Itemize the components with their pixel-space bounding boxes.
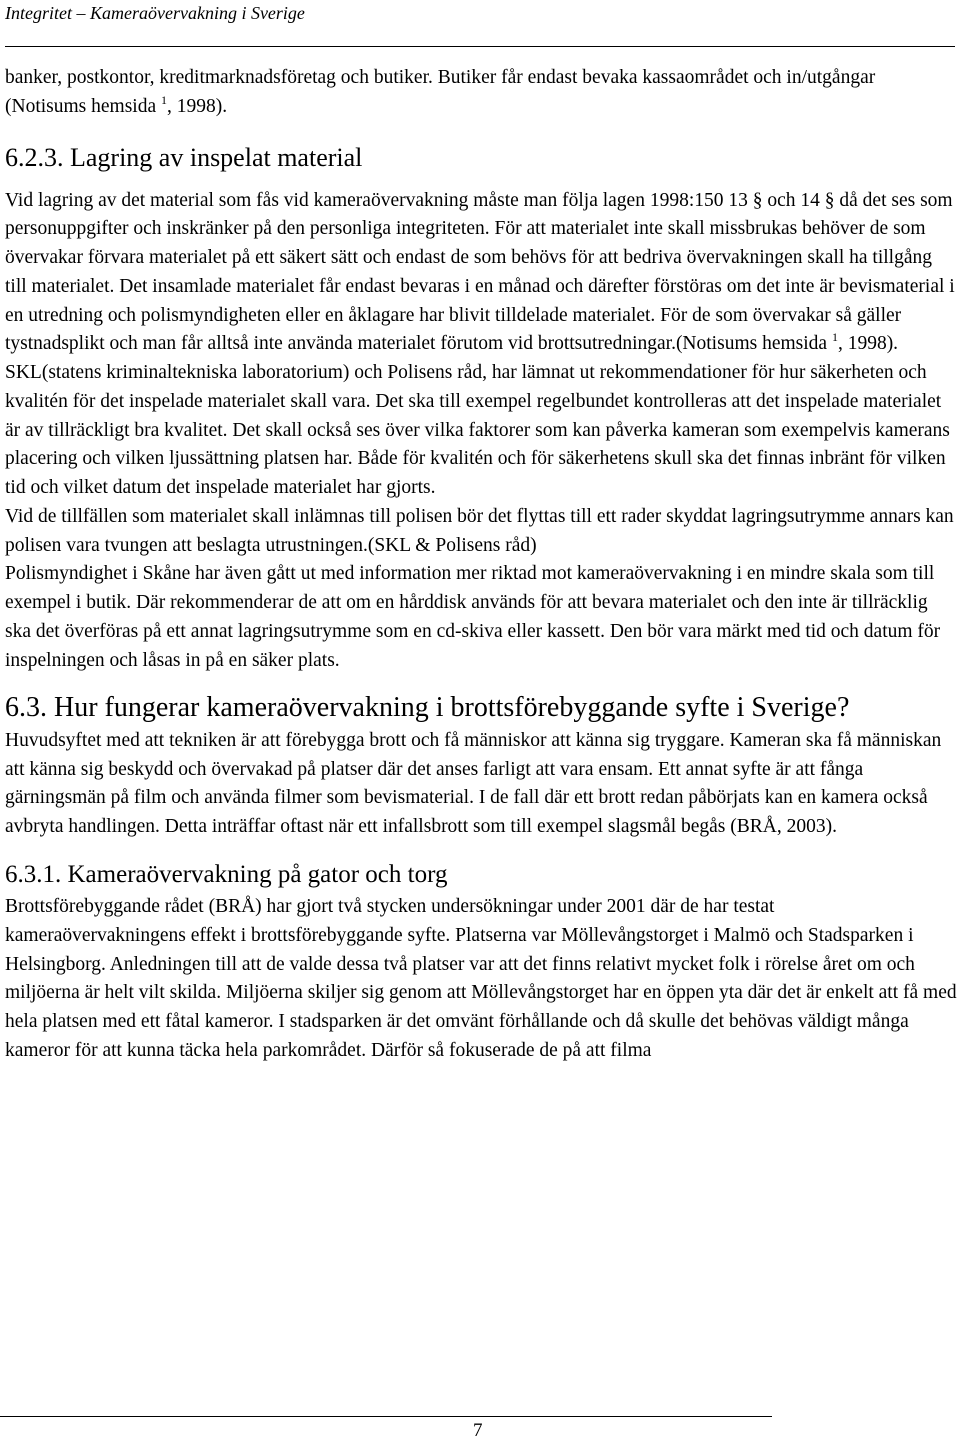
heading-6-3-1: 6.3.1. Kameraövervakning på gator och torg (5, 861, 448, 889)
lagring-text-1: Vid lagring av det material som fås vid kameraövervakning måste man följa lagen 1998:150 13 § och 14 § då det ses som personuppgifter och inskränker på den personliga integriteten. För att materialet inte skall missbrukas behöver de som övervakar förvara materialet på ett säkert sätt och endast de som behövs för att bedriva övervakningen skall ha tillgång till materialet. Det insamlade materialet får endast bevaras i en månad och därefter förstöras om det inte är bevismaterial i en utredning och polismyndigheten eller en åklagare har blivit tilldelade materialet. För de som övervakar så gäller tystnadsplikt och man får alltså inte använda materialet förutom vid brottsutredningar.(Notisums hemsida (5, 189, 955, 355)
running-header-title: Integritet – Kameraövervakning i Sverige (5, 3, 305, 23)
paragraph-bra: Brottsförebyggande rådet (BRÅ) har gjort två stycken undersökningar under 2001 där de har testat kameraövervakningens effekt i brottsförebyggande syfte. Platserna var Möllevångstorget i Malmö och Stadsparken i Helsingborg. Anledningen till att de valde dessa två platser var att det finns relativt mycket folk i rörelse året om och miljöerna är helt vilt skilda. Miljöerna skiljer sig genom att Möllevångstorget har en öppen yta där det är enkelt att få med hela platsen med ett fåtal kameror. I stadsparken är det omvänt förhållande och då skulle det behövas väldigt många kameror för att kunna täcka hela parkområdet. Därför så fokuserade de på att filma (5, 896, 957, 1061)
page-number: 7 (473, 1420, 483, 1441)
heading-6-2-3: 6.2.3. Lagring av inspelat material (5, 142, 363, 172)
footnote-ref-1: 1 (161, 92, 167, 107)
running-header (5, 0, 955, 47)
footnote-ref-2: 1 (831, 330, 838, 345)
intro-text-2: , 1998). (167, 95, 228, 117)
footnote-divider (0, 1416, 772, 1417)
paragraph-huvudsyfte: Huvudsyftet med att tekniken är att förebygga brott och få människor att känna sig tryggare. Kameran ska få människan att känna sig beskydd och övervakad på platser där det anses farligt att vara ensam. Ett annat syfte är att fånga gärningsmän på film och använda filmer som bevismaterial. I de fall där ett brott redan påbörjats kan en kamera också avbryta handlingen. Detta inträffar oftast när ett infallsbrott som till exempel slagsmål begås (BRÅ, 2003). (5, 730, 942, 837)
heading-6-3: 6.3. Hur fungerar kameraövervakning i brottsförebyggande syfte i Sverige? (5, 692, 850, 724)
lagring-text-2: , 1998). (837, 333, 899, 355)
intro-text-1: banker, postkontor, kreditmarknadsföretag och butiker. Butiker får endast bevaka kassaområdet och in/utgångar (Notisums hemsida (5, 67, 876, 117)
paragraph-skane: Polismyndighet i Skåne har även gått ut med information mer riktad mot kameraövervakning i en mindre skala som till exempel i butik. Där rekommenderar de att om en hårddisk används för att bevara materialet och den inte är tillräcklig ska det överföras på ett annat lagringsutrymme som en cd-skiva eller kassett. Den bör vara märkt med tid och datum för inspelningen och låsas in på en säker plats. (5, 563, 941, 671)
paragraph-intro (5, 64, 957, 122)
paragraph-skl: SKL(statens kriminaltekniska laboratorium) och Polisens råd, har lämnat ut rekommendationer för hur säkerheten och kvalitén för det inspelade materialet skall vara. Det ska till exempel regelbundet kontrolleras att det inspelade materialet är av tillräckligt bra kvalitet. Det skall också ses över vilka faktorer som kan påverka kameran som exempelvis kamerans placering och vilken ljussättning platsen har. Både för kvalitén och för säkerhetens skull ska det finnas inbränt för vilken tid och vilket datum det inspelade materialet har gjorts. (5, 362, 950, 498)
page-body (5, 64, 957, 1065)
paragraph-lagring (5, 187, 957, 360)
paragraph-tillfallen: Vid de tillfällen som materialet skall inlämnas till polisen bör det flyttas till ett rader skyddat lagringsutrymme annars kan polisen vara tvungen att beslagta utrustningen.(SKL & Polisens råd) (5, 505, 954, 556)
